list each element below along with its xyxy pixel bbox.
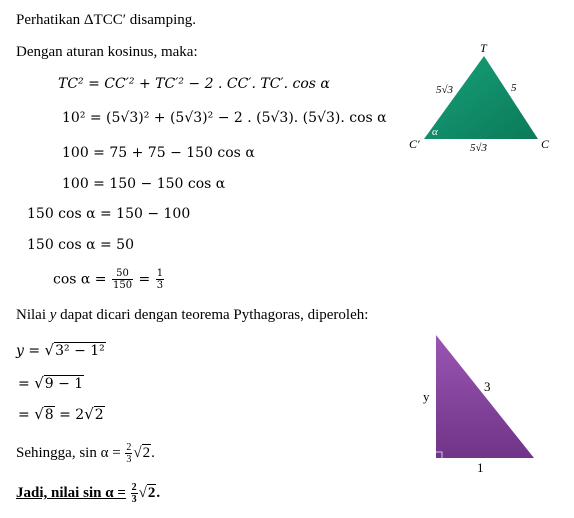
radical-1: √3² − 1² (44, 341, 105, 359)
vertex-t-label: T (480, 41, 487, 55)
equation-line-3: 100 = 75 + 75 − 150 cos α (62, 145, 255, 161)
radicand: 8 (44, 407, 54, 423)
fraction-numerator: 2 (126, 442, 132, 453)
pythagoras-intro (16, 307, 368, 324)
side-tc-label: 5 (511, 82, 517, 94)
pyth-step-1 (16, 341, 106, 359)
side-cc-prime-label: 5√3 (470, 142, 488, 154)
radicand: 2 (142, 444, 151, 461)
fraction-denominator: 3 (126, 454, 132, 465)
radicand: 9 − 1 (44, 376, 84, 392)
equation-line-6: 150 cos α = 50 (27, 237, 134, 253)
pyth-step1-lhs: y = (16, 343, 41, 359)
eq2-part-c: ² − 2 . (5√3). (5√3). cos α (207, 110, 387, 126)
eq2-part-b: ² + (5√3) (143, 110, 208, 126)
fraction-50-150 (112, 268, 133, 291)
triangle-tcc-diagram (400, 38, 570, 158)
conclusion-pre: Jadi, nilai (16, 484, 84, 501)
equals-sign: = (138, 271, 151, 288)
triangle-tcc-shape (424, 56, 538, 139)
intro-text: Perhatikan ΔTCC′ disamping. (16, 12, 196, 28)
fraction-numerator: 1 (156, 268, 164, 279)
fraction-numerator: 2 (131, 482, 137, 493)
right-triangle-diagram (420, 328, 560, 478)
fraction-denominator: 3 (156, 280, 164, 291)
angle-alpha-label: α (432, 126, 438, 138)
equation-line-1: TC² = CC′² + TC′² − 2 . CC′. TC′. cos α (58, 76, 330, 92)
pyth-intro-var: y (49, 307, 57, 323)
pyth-step-3 (18, 405, 105, 423)
vertex-c-prime-label: C′ (409, 137, 420, 151)
pyth-step-2 (18, 374, 84, 392)
radical-4: √2 (84, 405, 104, 423)
pyth-intro-a: Nilai (16, 307, 50, 323)
result-fraction (125, 442, 132, 465)
result-radical: √2 (133, 444, 151, 461)
fraction-1-3 (156, 268, 164, 291)
fraction-numerator: 50 (112, 268, 133, 280)
result-pre: Sehingga, sin α = (16, 444, 121, 461)
radical-3: √8 (34, 405, 54, 423)
equation-line-5: 150 cos α = 150 − 100 (27, 206, 191, 222)
conclusion-mid: sin α = (83, 484, 126, 501)
conclusion-fraction (131, 482, 138, 505)
hypotenuse-label: 3 (484, 379, 491, 394)
fraction-denominator: 150 (113, 280, 133, 291)
pyth-step3-mid: = 2 (59, 407, 85, 423)
side-tc-prime-label: 5√3 (436, 84, 454, 96)
equation-line-7 (53, 268, 165, 291)
intro2-text: Dengan aturan kosinus, maka: (16, 44, 198, 60)
equation-line-4: 100 = 150 − 150 cos α (62, 176, 226, 192)
right-triangle-shape (436, 335, 534, 458)
result-line (16, 442, 155, 465)
base-label: 1 (477, 460, 484, 475)
side-y-label: y (423, 389, 430, 404)
pyth-step2-lhs: = (18, 376, 30, 392)
pyth-intro-b: dapat dicari dengan teorema Pythagoras, diperoleh: (56, 307, 369, 323)
radicand: 3² − 1² (55, 343, 105, 359)
cos-lhs: cos α = (53, 271, 107, 288)
fraction-denominator: 3 (131, 494, 137, 505)
vertex-c-label: C (541, 137, 550, 151)
result-post: . (151, 444, 155, 461)
radical-2: √9 − 1 (34, 374, 84, 392)
radicand: 2 (94, 407, 104, 423)
equation-line-2 (62, 110, 387, 126)
conclusion-radical: √2 (138, 484, 156, 501)
pyth-step3-lhs: = (18, 407, 30, 423)
conclusion-post: . (156, 484, 161, 501)
eq2-part-a: 10² = (5√3) (62, 110, 144, 126)
radicand: 2 (147, 484, 156, 501)
conclusion-line (16, 482, 160, 505)
